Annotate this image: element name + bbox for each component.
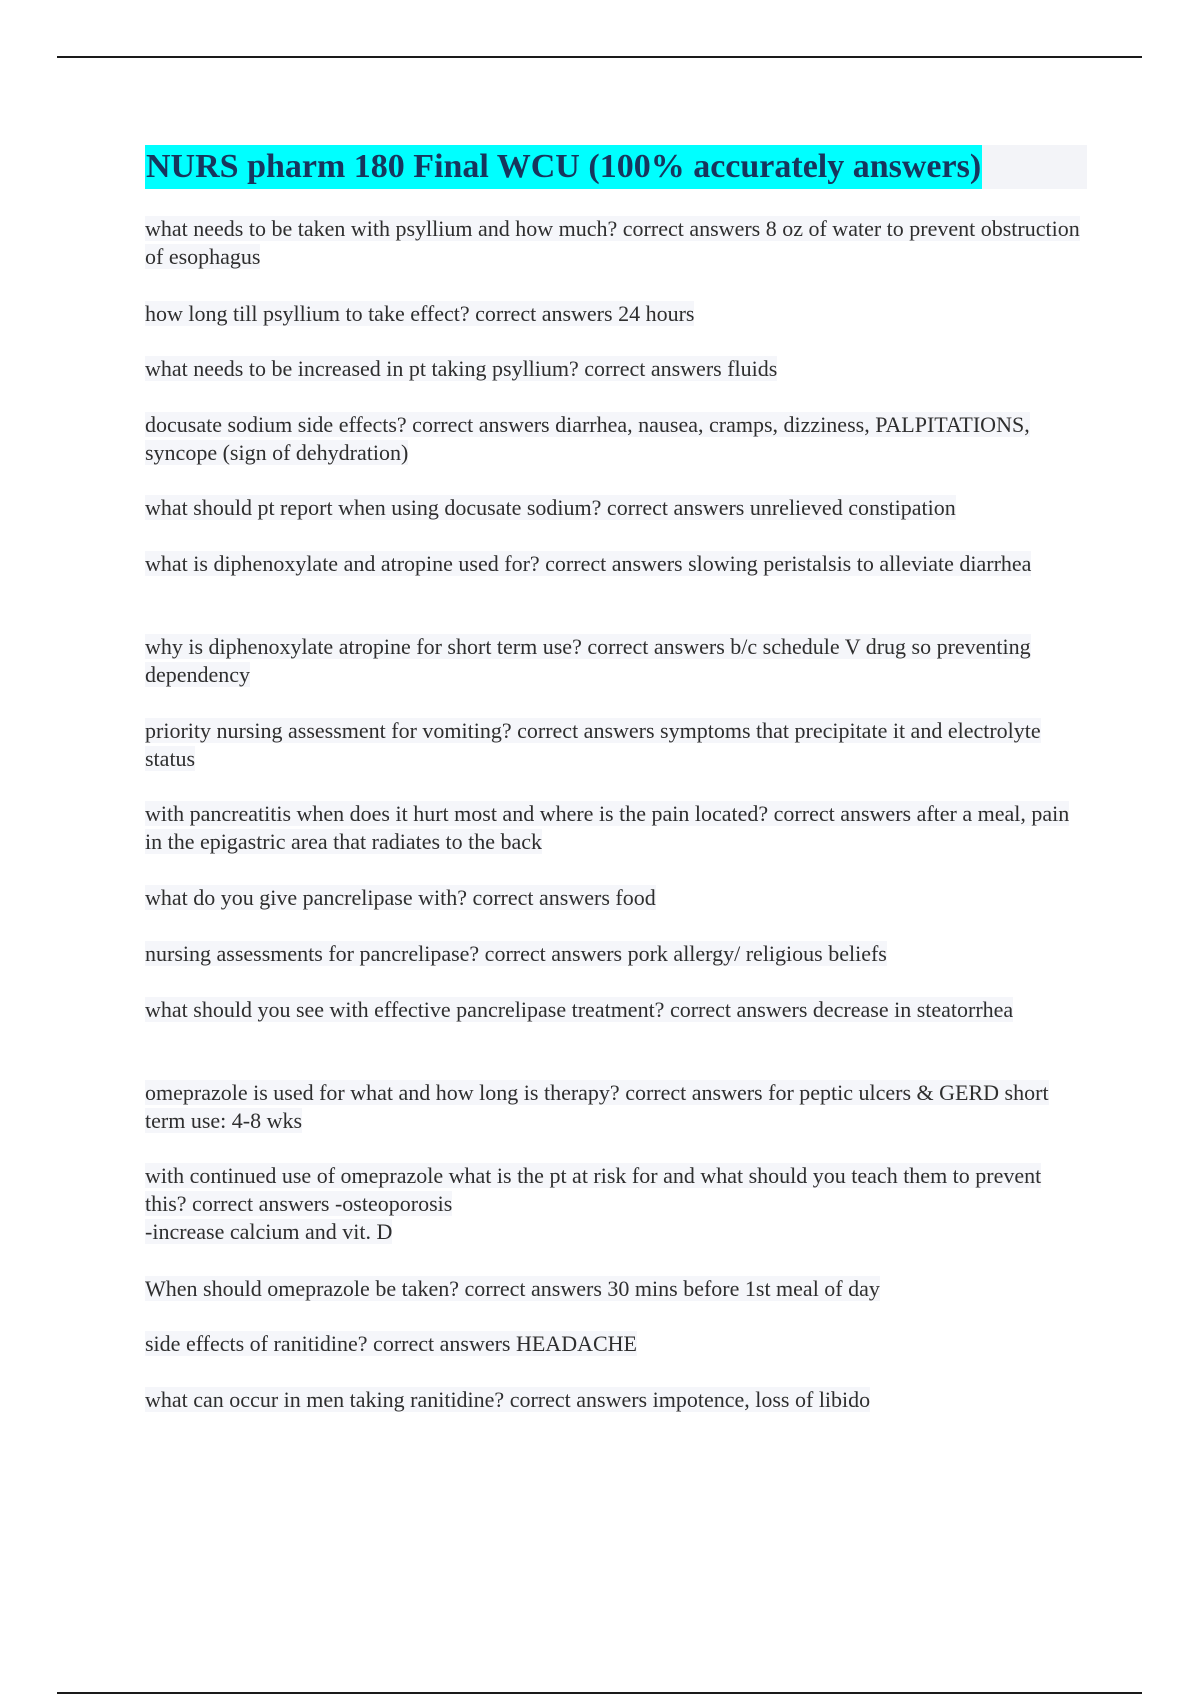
qa-item-text: side effects of ranitidine? correct answers HEADACHE bbox=[145, 1331, 637, 1356]
qa-item-text: with continued use of omeprazole what is the pt at risk for and what should you teach them to prevent this? correct answers -osteoporosis bbox=[145, 1163, 1042, 1216]
qa-item bbox=[145, 355, 1085, 383]
bottom-rule bbox=[57, 1692, 1142, 1694]
qa-item bbox=[145, 800, 1085, 856]
qa-item-text: what should you see with effective pancrelipase treatment? correct answers decrease in steatorrhea bbox=[145, 997, 1014, 1022]
qa-item bbox=[145, 1330, 1085, 1358]
qa-item-text-continued: -increase calcium and vit. D bbox=[145, 1219, 393, 1244]
qa-item bbox=[145, 1079, 1085, 1135]
qa-item-text: what do you give pancrelipase with? correct answers food bbox=[145, 885, 656, 910]
qa-item-text: what can occur in men taking ranitidine? correct answers impotence, loss of libido bbox=[145, 1387, 871, 1412]
qa-item-text: what needs to be taken with psyllium and how much? correct answers 8 oz of water to prevent obstruction of esophagus bbox=[145, 216, 1080, 269]
qa-item bbox=[145, 300, 1085, 328]
qa-item-text: nursing assessments for pancrelipase? correct answers pork allergy/ religious beliefs bbox=[145, 941, 887, 966]
qa-item-text: with pancreatitis when does it hurt most and where is the pain located? correct answers after a meal, pain in the epigastric area that radiates to the back bbox=[145, 801, 1070, 854]
qa-item-text: priority nursing assessment for vomiting? correct answers symptoms that precipitate it and electrolyte status bbox=[145, 718, 1041, 771]
qa-item-text: what should pt report when using docusate sodium? correct answers unrelieved constipation bbox=[145, 495, 956, 520]
qa-item bbox=[145, 717, 1085, 773]
qa-item-text: When should omeprazole be taken? correct answers 30 mins before 1st meal of day bbox=[145, 1276, 880, 1301]
qa-item-text: omeprazole is used for what and how long is therapy? correct answers for peptic ulcers & GERD short term use: 4-8 wks bbox=[145, 1080, 1049, 1133]
title-row bbox=[145, 145, 1087, 189]
qa-item bbox=[145, 1162, 1085, 1246]
qa-item-text: how long till psyllium to take effect? correct answers 24 hours bbox=[145, 301, 695, 326]
qa-item bbox=[145, 940, 1085, 968]
qa-item bbox=[145, 633, 1085, 689]
qa-item bbox=[145, 550, 1085, 578]
qa-item-text: why is diphenoxylate atropine for short term use? correct answers b/c schedule V drug so preventing dependency bbox=[145, 634, 1031, 687]
qa-item-text: docusate sodium side effects? correct answers diarrhea, nausea, cramps, dizziness, PALPITATIONS, syncope (sign of dehydration) bbox=[145, 412, 1030, 465]
qa-item bbox=[145, 1386, 1085, 1414]
qa-item bbox=[145, 215, 1085, 271]
qa-item bbox=[145, 494, 1085, 522]
qa-item bbox=[145, 1275, 1085, 1303]
qa-item-text: what needs to be increased in pt taking psyllium? correct answers fluids bbox=[145, 356, 778, 381]
qa-item bbox=[145, 884, 1085, 912]
qa-item bbox=[145, 996, 1085, 1024]
document-title: NURS pharm 180 Final WCU (100% accurately answers) bbox=[145, 145, 982, 189]
top-rule bbox=[57, 56, 1142, 58]
qa-item-text: what is diphenoxylate and atropine used for? correct answers slowing peristalsis to alleviate diarrhea bbox=[145, 551, 1032, 576]
qa-item bbox=[145, 411, 1085, 467]
